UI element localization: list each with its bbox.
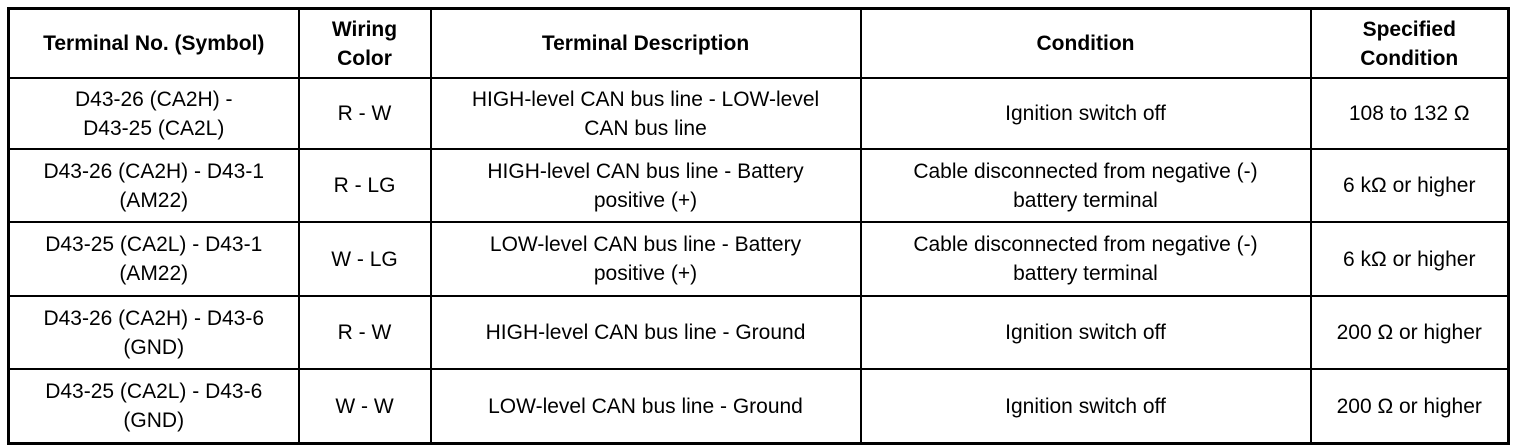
cell-description: HIGH-level CAN bus line - Ground <box>431 296 861 369</box>
cell-description: LOW-level CAN bus line - Battery positive (+) <box>431 222 861 296</box>
cell-wiring-color: W - W <box>299 369 431 444</box>
cell-terminal: D43-26 (CA2H) - D43-25 (CA2L) <box>9 78 299 149</box>
table-row <box>9 369 1509 444</box>
cell-description: HIGH-level CAN bus line - Battery positive (+) <box>431 149 861 222</box>
cell-condition: Ignition switch off <box>861 369 1311 444</box>
cell-terminal: D43-26 (CA2H) - D43-1 (AM22) <box>9 149 299 222</box>
header-condition: Condition <box>861 9 1311 79</box>
cell-terminal: D43-25 (CA2L) - D43-6 (GND) <box>9 369 299 444</box>
header-wiring-color: Wiring Color <box>299 9 431 79</box>
header-terminal: Terminal No. (Symbol) <box>9 9 299 79</box>
table-row <box>9 149 1509 222</box>
cell-specified: 6 kΩ or higher <box>1311 222 1509 296</box>
cell-specified: 6 kΩ or higher <box>1311 149 1509 222</box>
cell-wiring-color: W - LG <box>299 222 431 296</box>
cell-description: HIGH-level CAN bus line - LOW-level CAN bus line <box>431 78 861 149</box>
cell-description: LOW-level CAN bus line - Ground <box>431 369 861 444</box>
spec-table <box>7 7 1510 445</box>
cell-condition: Ignition switch off <box>861 78 1311 149</box>
cell-wiring-color: R - LG <box>299 149 431 222</box>
header-specified-condition: Specified Condition <box>1311 9 1509 79</box>
cell-terminal: D43-26 (CA2H) - D43-6 (GND) <box>9 296 299 369</box>
header-row <box>9 9 1509 79</box>
table-row <box>9 296 1509 369</box>
table-row <box>9 78 1509 149</box>
cell-condition: Cable disconnected from negative (-) battery terminal <box>861 222 1311 296</box>
cell-specified: 108 to 132 Ω <box>1311 78 1509 149</box>
cell-specified: 200 Ω or higher <box>1311 369 1509 444</box>
cell-condition: Ignition switch off <box>861 296 1311 369</box>
header-terminal-description: Terminal Description <box>431 9 861 79</box>
table-row <box>9 222 1509 296</box>
cell-terminal: D43-25 (CA2L) - D43-1 (AM22) <box>9 222 299 296</box>
cell-wiring-color: R - W <box>299 78 431 149</box>
cell-specified: 200 Ω or higher <box>1311 296 1509 369</box>
cell-wiring-color: R - W <box>299 296 431 369</box>
cell-condition: Cable disconnected from negative (-) battery terminal <box>861 149 1311 222</box>
